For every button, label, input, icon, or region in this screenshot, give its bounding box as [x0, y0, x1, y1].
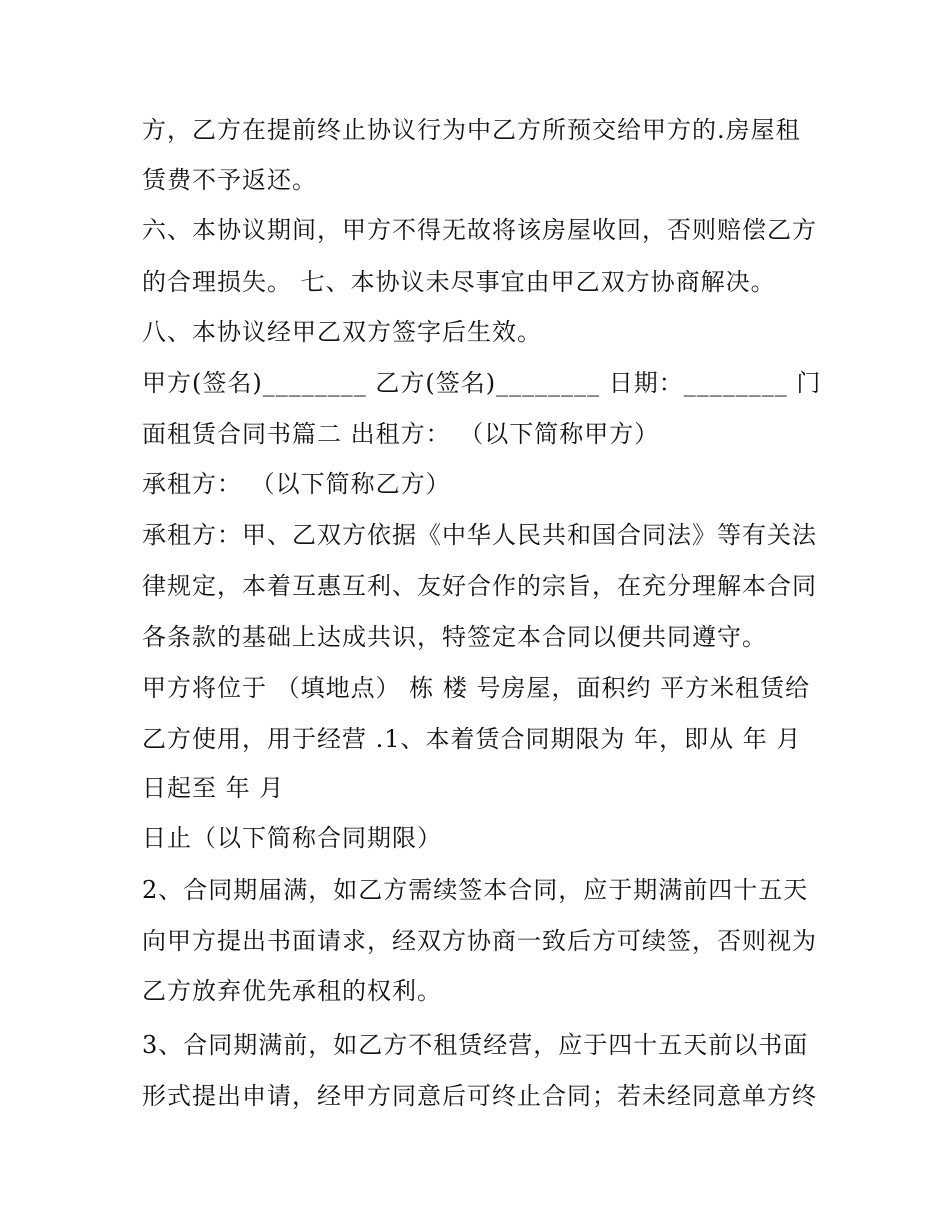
text-line: 八、本协议经甲乙双方签字后生效。	[142, 318, 542, 346]
signature-line: 甲方(签名)________ 乙方(签名)________ 日期：________ 门	[142, 369, 822, 397]
text-line: 3、合同期满前，如乙方不租赁经营，应于四十五天前以书面	[142, 1031, 809, 1059]
text-line: 承租方：甲、乙双方依据《中华人民共和国合同法》等有关法	[142, 521, 817, 549]
text-line: 六、本协议期间，甲方不得无故将该房屋收回，否则赔偿乙方	[142, 216, 817, 244]
text-line: 承租方： （以下简称乙方）	[142, 470, 451, 498]
text-line: 赁费不予返还。	[142, 166, 317, 194]
text-line: 2、合同期届满，如乙方需续签本合同，应于期满前四十五天	[142, 876, 809, 904]
text-line: 乙方放弃优先承租的权利。	[142, 977, 442, 1005]
text-line: 面租赁合同书篇二 出租方： （以下简称甲方）	[142, 420, 660, 448]
text-line: 各条款的基础上达成共识，特签定本合同以便共同遵守。	[142, 623, 767, 651]
text-line: 乙方使用，用于经营 .1、本着赁合同期限为 年，即从 年 月	[142, 725, 802, 753]
text-line: 律规定，本着互惠互利、友好合作的宗旨，在充分理解本合同	[142, 572, 817, 600]
text-line: 甲方将位于 （填地点） 栋 楼 号房屋，面积约 平方米租赁给	[142, 674, 811, 702]
text-line: 方，乙方在提前终止协议行为中乙方所预交给甲方的.房屋租	[142, 116, 801, 144]
text-line: 日起至 年 月	[142, 774, 285, 802]
text-line: 的合理损失。 七、本协议未尽事宜由甲乙双方协商解决。	[142, 268, 776, 296]
text-line: 向甲方提出书面请求，经双方协商一致后方可续签，否则视为	[142, 927, 817, 955]
text-line: 日止（以下简称合同期限）	[142, 824, 442, 852]
text-line: 形式提出申请，经甲方同意后可终止合同；若未经同意单方终	[142, 1082, 817, 1110]
